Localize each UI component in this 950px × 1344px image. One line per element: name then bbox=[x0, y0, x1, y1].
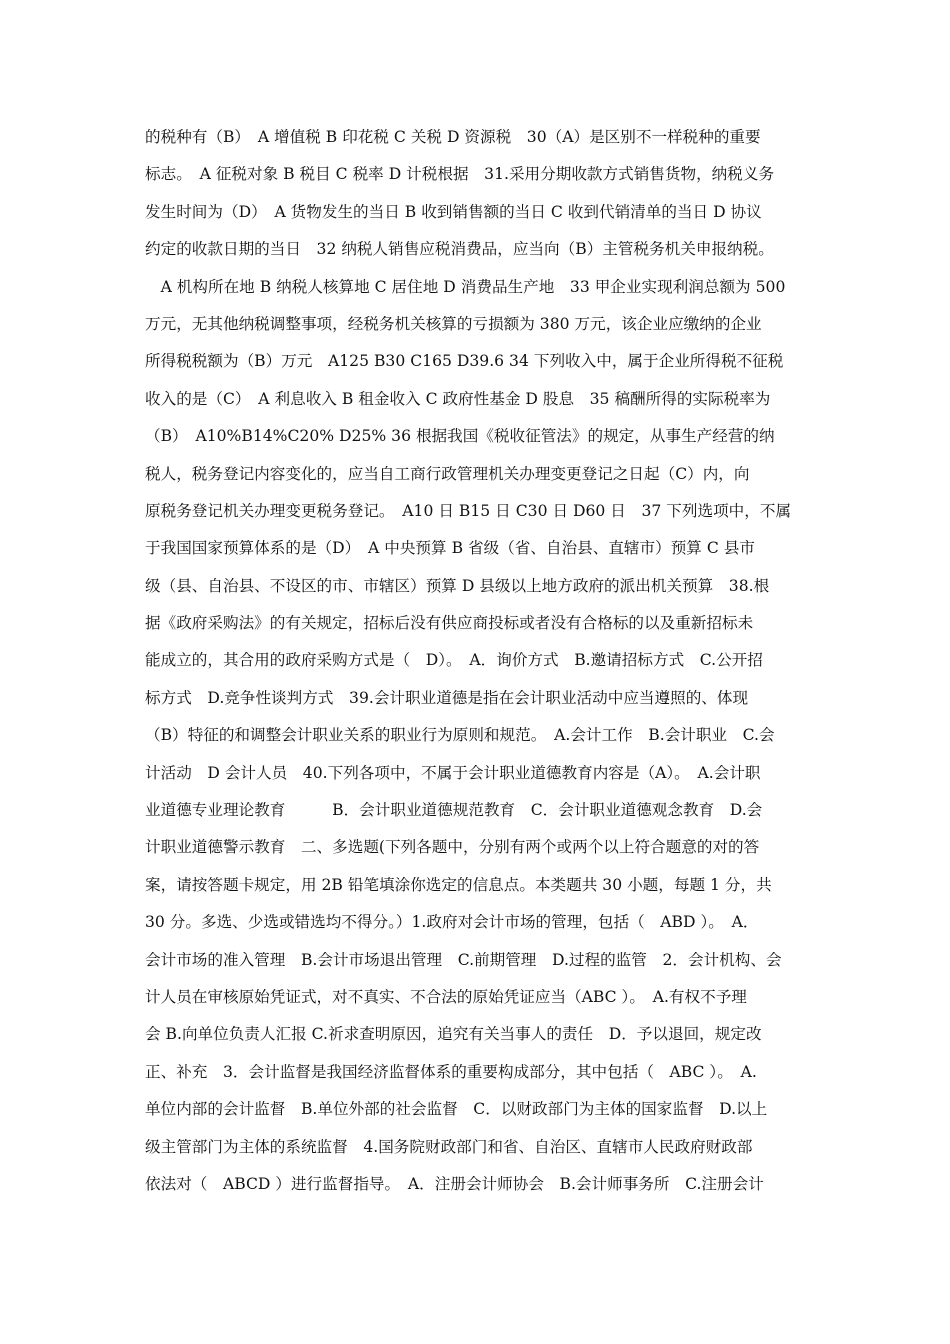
text-line: 所得税税额为（B）万元 A125 B30 C165 D39.6 34 下列收入中，属于企业所得税不征税 bbox=[145, 352, 784, 371]
text-line: 的税种有（B） A 增值税 B 印花税 C 关税 D 资源税 30（A）是区别不一样税种的重要 bbox=[145, 128, 761, 146]
text-line: 能成立的，其合用的政府采购方式是（ D）。 A．询价方式 B.邀请招标方式 C.公开招 bbox=[145, 651, 763, 670]
text-line: （B）特征的和调整会计职业关系的职业行为原则和规范。 A.会计工作 B.会计职业 C.会 bbox=[145, 726, 775, 745]
text-line: 业道德专业理论教育 B．会计职业道德规范教育 C．会计职业道德观念教育 D.会 bbox=[145, 801, 763, 820]
text-line: 标志。 A 征税对象 B 税目 C 税率 D 计税根据 31.采用分期收款方式销售货物，纳税义务 bbox=[145, 165, 775, 184]
text-line: 万元，无其他纳税调整事项，经税务机关核算的亏损额为 380 万元，该企业应缴纳的企业 bbox=[145, 314, 762, 333]
text-line: 原税务登记机关办理变更税务登记。 A10 日 B15 日 C30 日 D60 日 37 下列选项中，不属 bbox=[145, 501, 792, 520]
text-line: 收入的是（C） A 利息收入 B 租金收入 C 政府性基金 D 股息 35 稿酬所得的实际税率为 bbox=[145, 389, 771, 408]
text-line: 计人员在审核原始凭证式，对不真实、不合法的原始凭证应当（ABC ）。 A.有权不予理 bbox=[145, 987, 747, 1006]
text-line: 级主管部门为主体的系统监督 4.国务院财政部门和省、自治区、直辖市人民政府财政部 bbox=[145, 1137, 753, 1156]
text-line: 标方式 D.竞争性谈判方式 39.会计职业道德是指在会计职业活动中应当遵照的、体现 bbox=[145, 688, 749, 707]
text-line: 会 B.向单位负责人汇报 C.祈求查明原因，追究有关当事人的责任 D．予以退回，规定改 bbox=[145, 1025, 762, 1044]
text-line: 约定的收款日期的当日 32 纳税人销售应税消费品，应当向（B）主管税务机关申报纳税。 bbox=[145, 240, 774, 259]
text-line: 30 分。多选、少选或错选均不得分。）1.政府对会计市场的管理，包括（ ABD ）。 A． bbox=[145, 913, 759, 932]
text-line: 据《政府采购法》的有关规定，招标后没有供应商投标或者没有合格标的以及重新招标未 bbox=[145, 614, 754, 633]
text-line: 发生时间为（D） A 货物发生的当日 B 收到销售额的当日 C 收到代销清单的当日 D 协议 bbox=[145, 202, 762, 221]
text-line: （B） A10%B14%C20% D25% 36 根据我国《税收征管法》的规定，从事生产经营的纳 bbox=[145, 427, 775, 446]
text-line: 计职业道德警示教育 二、多选题(下列各题中，分别有两个或两个以上符合题意的对的答 bbox=[145, 838, 760, 857]
text-line: 案，请按答题卡规定，用 2B 铅笔填涂你选定的信息点。本类题共 30 小题，每题 1 分，共 bbox=[145, 875, 772, 894]
text-line: A 机构所在地 B 纳税人核算地 C 居住地 D 消费品生产地 33 甲企业实现利润总额为 500 bbox=[145, 277, 786, 296]
text-line: 正、补充 3．会计监督是我国经济监督体系的重要构成部分，其中包括（ ABC ）。 A. bbox=[145, 1062, 757, 1081]
document-body bbox=[145, 119, 811, 1203]
text-line: 税人，税务登记内容变化的，应当自工商行政管理机关办理变更登记之日起（C）内，向 bbox=[145, 464, 750, 483]
text-line: 依法对（ ABCD ）进行监督指导。 A．注册会计师协会 B.会计师事务所 C.注册会计 bbox=[145, 1174, 764, 1193]
text-line: 单位内部的会计监督 B.单位外部的社会监督 C．以财政部门为主体的国家监督 D.以上 bbox=[145, 1100, 768, 1119]
text-line: 级（县、自治县、不设区的市、市辖区）预算 D 县级以上地方政府的派出机关预算 38.根 bbox=[145, 576, 770, 595]
text-line: 会计市场的准入管理 B.会计市场退出管理 C.前期管理 D.过程的监管 2．会计机构、会 bbox=[145, 950, 782, 969]
text-line: 于我国国家预算体系的是（D） A 中央预算 B 省级（省、自治县、直辖市）预算 C 县市 bbox=[145, 539, 755, 558]
text-line: 计活动 D 会计人员 40.下列各项中，不属于会计职业道德教育内容是（A）。 A.会计职 bbox=[145, 763, 761, 782]
